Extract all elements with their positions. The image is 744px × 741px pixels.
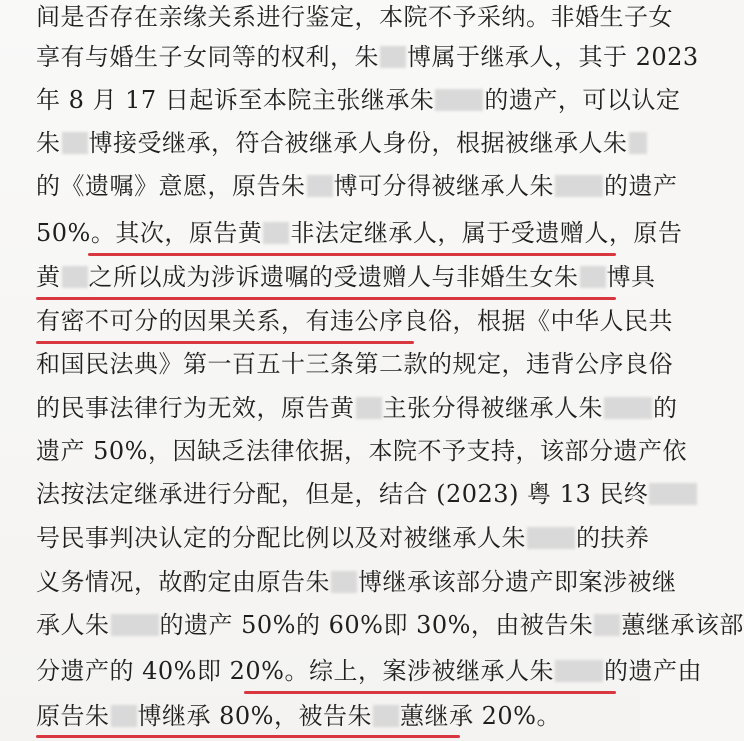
redaction-mark [373,705,399,727]
redaction-mark [555,175,603,197]
text-segment: 博继承 80%，被告朱 [137,702,372,730]
red-underline [88,253,616,256]
text-segment: 博属于继承人，其于 2023 [407,43,699,71]
text-segment: 分遗产的 40%即 20%。综上，案涉被继承人朱 [36,657,554,685]
text-line-2 [36,40,699,74]
text-segment: 义务情况，故酌定由原告朱 [36,568,330,596]
text-line-3 [36,83,681,117]
text-line-10 [36,391,678,425]
red-underline [36,297,616,300]
text-segment: 博可分得被继承人朱 [333,172,554,200]
redaction-mark [62,266,88,288]
red-underline [244,691,616,694]
text-segment: 的扶养 [576,524,650,552]
text-segment: 年 8 月 17 日起诉至本院主张继承朱 [36,86,435,114]
text-segment: 的遗产由 [603,657,702,685]
text-segment: 非法定继承人，属于受遗赠人，原告 [290,219,683,247]
redaction-mark [555,660,603,682]
text-line-16 [36,654,702,688]
text-line-7 [36,260,656,294]
text-line-13 [36,521,650,555]
redaction-mark [604,397,652,419]
text-segment: 间是否存在亲缘关系进行鉴定，本院不予采纳。非婚生子女 [36,3,673,31]
text-segment: 的遗产 50%的 60%即 30%，由被告朱 [159,611,594,639]
text-segment: 朱 [36,129,61,157]
text-segment: 的遗产 [604,172,678,200]
text-segment: 主张分得被继承人朱 [382,394,603,422]
text-line-15 [36,608,744,642]
redaction-mark [111,705,137,727]
text-line-14 [36,565,677,599]
text-line-4 [36,126,628,160]
redaction-mark [629,132,647,154]
text-segment: 博继承该部分遗产即案涉被继 [358,568,677,596]
text-segment: 号民事判决认定的分配比例以及对被继承人朱 [36,524,526,552]
text-line-12 [36,477,649,511]
text-segment: 有密不可分的因果关系，有违公序良俗，根据《中华人民共 [36,307,673,335]
text-segment: 享有与婚生子女同等的权利，朱 [36,43,379,71]
text-line-5 [36,169,678,203]
text-segment: 黄 [36,263,61,291]
text-line-17 [36,699,616,733]
redaction-mark [527,527,575,549]
redaction-mark [380,46,406,68]
redaction-mark [331,571,357,593]
text-segment: 承人朱 [36,611,110,639]
text-segment: 原告朱 [36,702,110,730]
text-line-11 [36,434,687,468]
redaction-mark [263,222,289,244]
text-segment: 蕙继承该部 [621,611,744,639]
text-segment: 博接受继承，符合被继承人身份，根据被继承人朱 [88,129,628,157]
redaction-mark [111,614,159,636]
text-segment: 蕙继承 20%。 [399,702,561,730]
text-line-8 [36,304,673,338]
text-segment: 50%。其次，原告黄 [36,219,263,247]
text-segment: 博具 [606,263,656,291]
text-segment: 法按法定继承进行分配，但是，结合 (2023) 粤 13 民终 [36,480,649,508]
redaction-mark [356,397,382,419]
text-segment: 和国民法典》第一百五十三条第二款的规定，违背公序良俗 [36,350,673,378]
redaction-mark [594,614,620,636]
redaction-mark [435,89,483,111]
text-segment: 的 [653,394,678,422]
text-segment: 之所以成为涉诉遗嘱的受遗赠人与非婚生女朱 [88,263,579,291]
text-line-9 [36,347,673,381]
red-underline [36,735,460,738]
redaction-mark [62,132,88,154]
text-segment: 的遗产，可以认定 [484,86,681,114]
text-line-1 [36,0,673,34]
redaction-mark [307,175,333,197]
text-segment: 遗产 50%，因缺乏法律依据，本院不予支持，该部分遗产依 [36,437,687,465]
red-underline [36,341,414,344]
text-segment: 的《遗嘱》意愿，原告朱 [36,172,306,200]
text-segment: 的民事法律行为无效，原告黄 [36,394,355,422]
redaction-mark [649,483,697,505]
text-line-6 [36,216,683,250]
redaction-mark [580,266,606,288]
